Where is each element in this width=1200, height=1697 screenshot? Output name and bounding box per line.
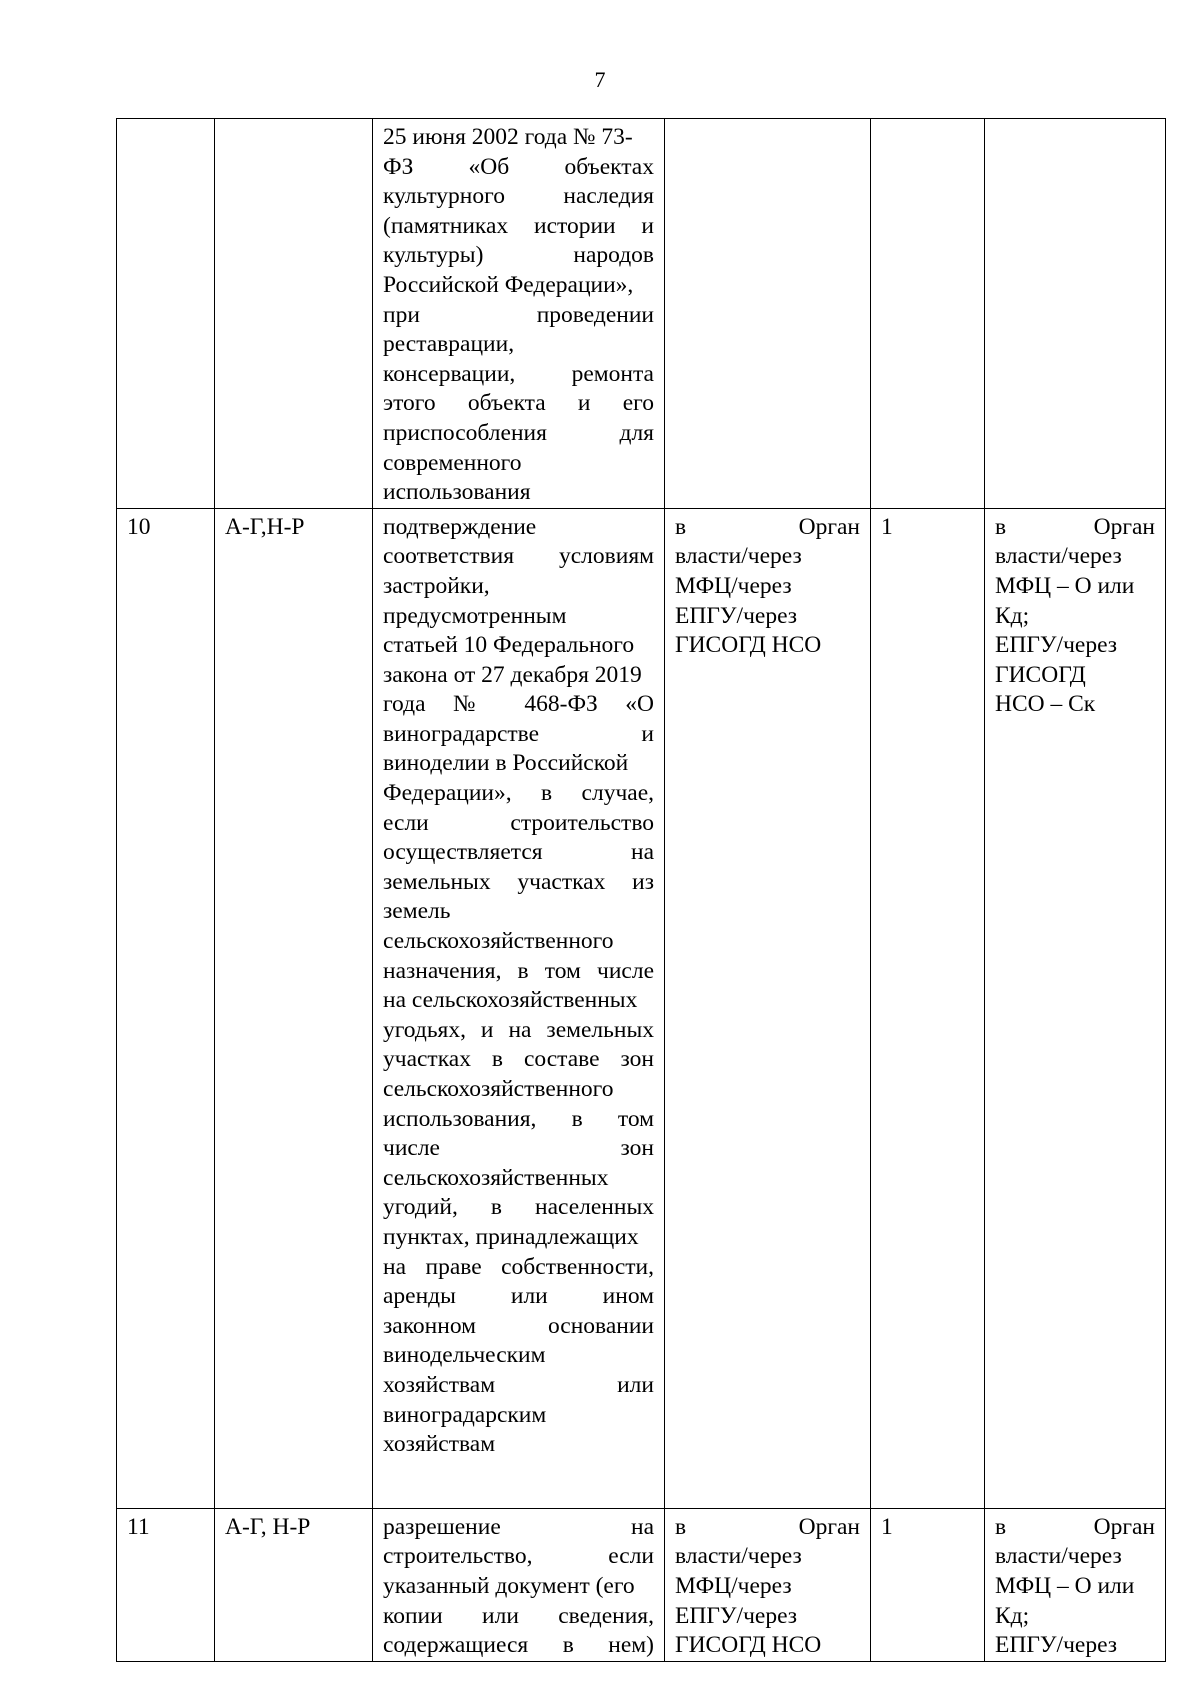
document-description-cell-line: сельскохозяйственных xyxy=(383,1164,609,1191)
result-method-cell-line: МФЦ – О или xyxy=(995,572,1135,599)
document-description-cell-line: угодий, в населенных xyxy=(383,1194,654,1221)
document-description-cell-line: года № 468-ФЗ «О xyxy=(383,691,654,718)
result-method-cell-line: ЕПГУ/через xyxy=(995,1632,1118,1659)
document-description-cell-line: на сельскохозяйственных xyxy=(383,987,638,1014)
document-description-cell-line: использования, в том xyxy=(383,1105,654,1132)
document-description-cell-line: закона от 27 декабря 2019 xyxy=(383,661,642,688)
document-description-cell-line: указанный документ (его xyxy=(383,1572,635,1599)
document-description-cell-line: (памятниках истории и xyxy=(383,212,654,239)
document-description-cell-line: строительство, если xyxy=(383,1543,654,1570)
document-description-cell-line: при проведении xyxy=(383,301,654,328)
result-method-cell xyxy=(985,508,1166,1508)
result-method-cell xyxy=(985,119,1166,509)
document-description-cell-line: виноградарским xyxy=(383,1401,547,1428)
document-description-cell-line: реставрации, xyxy=(383,331,515,358)
document-description-cell-line: культуры) народов xyxy=(383,242,654,269)
copies-count-cell xyxy=(871,1508,985,1661)
submission-method-cell xyxy=(665,1508,871,1661)
result-method-cell-line: власти/через xyxy=(995,1543,1122,1570)
document-description-cell-line: статьей 10 Федерального xyxy=(383,632,635,659)
submission-method-cell-line: ЕПГУ/через xyxy=(675,602,798,629)
document-description-cell-line: предусмотренным xyxy=(383,602,567,629)
document-description-cell-line: ФЗ «Об объектах xyxy=(383,153,654,180)
document-description-cell-line: земельных участках из xyxy=(383,868,654,895)
document-description-cell-line: консервации, ремонта xyxy=(383,360,654,387)
document-description-cell-line: застройки, xyxy=(383,572,490,599)
submission-method-cell-line: ГИСОГД НСО xyxy=(675,1632,822,1659)
document-description-cell-line: сельскохозяйственного xyxy=(383,1076,614,1102)
result-method-cell-line: НСО – Ск xyxy=(995,691,1096,718)
copies-count-cell xyxy=(871,119,985,509)
document-description-cell-line: Российской Федерации», xyxy=(383,271,634,298)
result-method-cell-line: МФЦ – О или xyxy=(995,1572,1135,1599)
copies-count-cell xyxy=(871,508,985,1508)
submission-method-cell xyxy=(665,508,871,1508)
document-description-cell-line: 25 июня 2002 года № 73- xyxy=(383,124,633,150)
document-description-cell-line: содержащиеся в нем) xyxy=(383,1632,654,1659)
category-code-cell xyxy=(215,508,373,1508)
category-code-cell-text: А-Г,Н-Р xyxy=(225,513,305,540)
document-description-cell-line: если строительство xyxy=(383,809,654,836)
row-number-cell xyxy=(117,119,215,509)
document-description-cell-line: подтверждение xyxy=(383,513,537,540)
submission-method-cell-line: МФЦ/через xyxy=(675,572,792,599)
document-description-cell-line: копии или сведения, xyxy=(383,1602,654,1629)
table-row xyxy=(117,119,1166,509)
row-number-cell-text: 10 xyxy=(127,513,151,540)
document-description-cell xyxy=(373,508,665,1508)
document-description-cell xyxy=(373,1508,665,1661)
submission-method-cell-line: в Орган xyxy=(675,513,860,540)
submission-method-cell-line: МФЦ/через xyxy=(675,1572,792,1599)
row-number-cell xyxy=(117,1508,215,1661)
document-description-cell-line: сельскохозяйственного xyxy=(383,928,614,955)
document-description-cell-line: аренды или ином xyxy=(383,1283,654,1310)
document-description-cell-line: осуществляется на xyxy=(383,839,654,866)
category-code-cell-text: А-Г, Н-Р xyxy=(225,1513,311,1540)
result-method-cell xyxy=(985,1508,1166,1661)
page-number: 7 xyxy=(594,67,606,92)
document-description-cell-line: Федерации», в случае, xyxy=(383,780,654,807)
document-description-cell-line: назначения, в том числе xyxy=(383,957,654,984)
document-description-cell-line: угодьях, и на земельных xyxy=(383,1016,654,1043)
result-method-cell-line: в Орган xyxy=(995,513,1155,540)
row-number-cell xyxy=(117,508,215,1508)
result-method-cell-line: в Орган xyxy=(995,1513,1155,1540)
document-description-cell-line: на праве собственности, xyxy=(383,1253,654,1280)
submission-method-cell-line: власти/через xyxy=(675,1543,802,1570)
document-description-cell-line: приспособления для xyxy=(383,419,654,446)
documents-table xyxy=(116,118,1166,1662)
document-description-cell-line: винодельческим xyxy=(383,1342,546,1369)
document-description-cell-line: числе зон xyxy=(383,1135,654,1162)
category-code-cell xyxy=(215,119,373,509)
document-description-cell-line: пунктах, принадлежащих xyxy=(383,1223,639,1250)
category-code-cell xyxy=(215,1508,373,1661)
document-description-cell-line: соответствия условиям xyxy=(383,543,654,570)
copies-count-cell-text: 1 xyxy=(881,513,893,540)
submission-method-cell-line: в Орган xyxy=(675,1513,860,1540)
submission-method-cell xyxy=(665,119,871,509)
submission-method-cell-line: ЕПГУ/через xyxy=(675,1602,798,1629)
result-method-cell-line: ЕПГУ/через xyxy=(995,632,1118,659)
document-description-cell-line: использования xyxy=(383,479,531,506)
document-description-cell-line: земель xyxy=(383,898,451,925)
document-description-cell-line: хозяйствам xyxy=(383,1431,496,1458)
result-method-cell-line: ГИСОГД xyxy=(995,661,1086,688)
result-method-cell-line: власти/через xyxy=(995,543,1122,570)
submission-method-cell-line: ГИСОГД НСО xyxy=(675,632,822,659)
table-row xyxy=(117,508,1166,1508)
document-description-cell xyxy=(373,119,665,509)
document-description-cell-line: этого объекта и его xyxy=(383,390,654,417)
document-description-cell-line: хозяйствам или xyxy=(383,1371,654,1398)
document-description-cell-line: современного xyxy=(383,449,522,476)
result-method-cell-line: Кд; xyxy=(995,602,1030,629)
row-number-cell-text: 11 xyxy=(127,1513,150,1540)
copies-count-cell-text: 1 xyxy=(881,1513,893,1540)
submission-method-cell-line: власти/через xyxy=(675,543,802,570)
document-description-cell-line: культурного наследия xyxy=(383,183,654,210)
result-method-cell-line: Кд; xyxy=(995,1602,1030,1629)
document-description-cell-line: участках в составе зон xyxy=(383,1046,654,1073)
document-description-cell-line: законном основании xyxy=(383,1312,654,1339)
document-description-cell-line: разрешение на xyxy=(383,1513,654,1540)
document-description-cell-line: виноделии в Российской xyxy=(383,750,629,777)
document-description-cell-line: виноградарстве и xyxy=(383,720,654,747)
table-row xyxy=(117,1508,1166,1661)
